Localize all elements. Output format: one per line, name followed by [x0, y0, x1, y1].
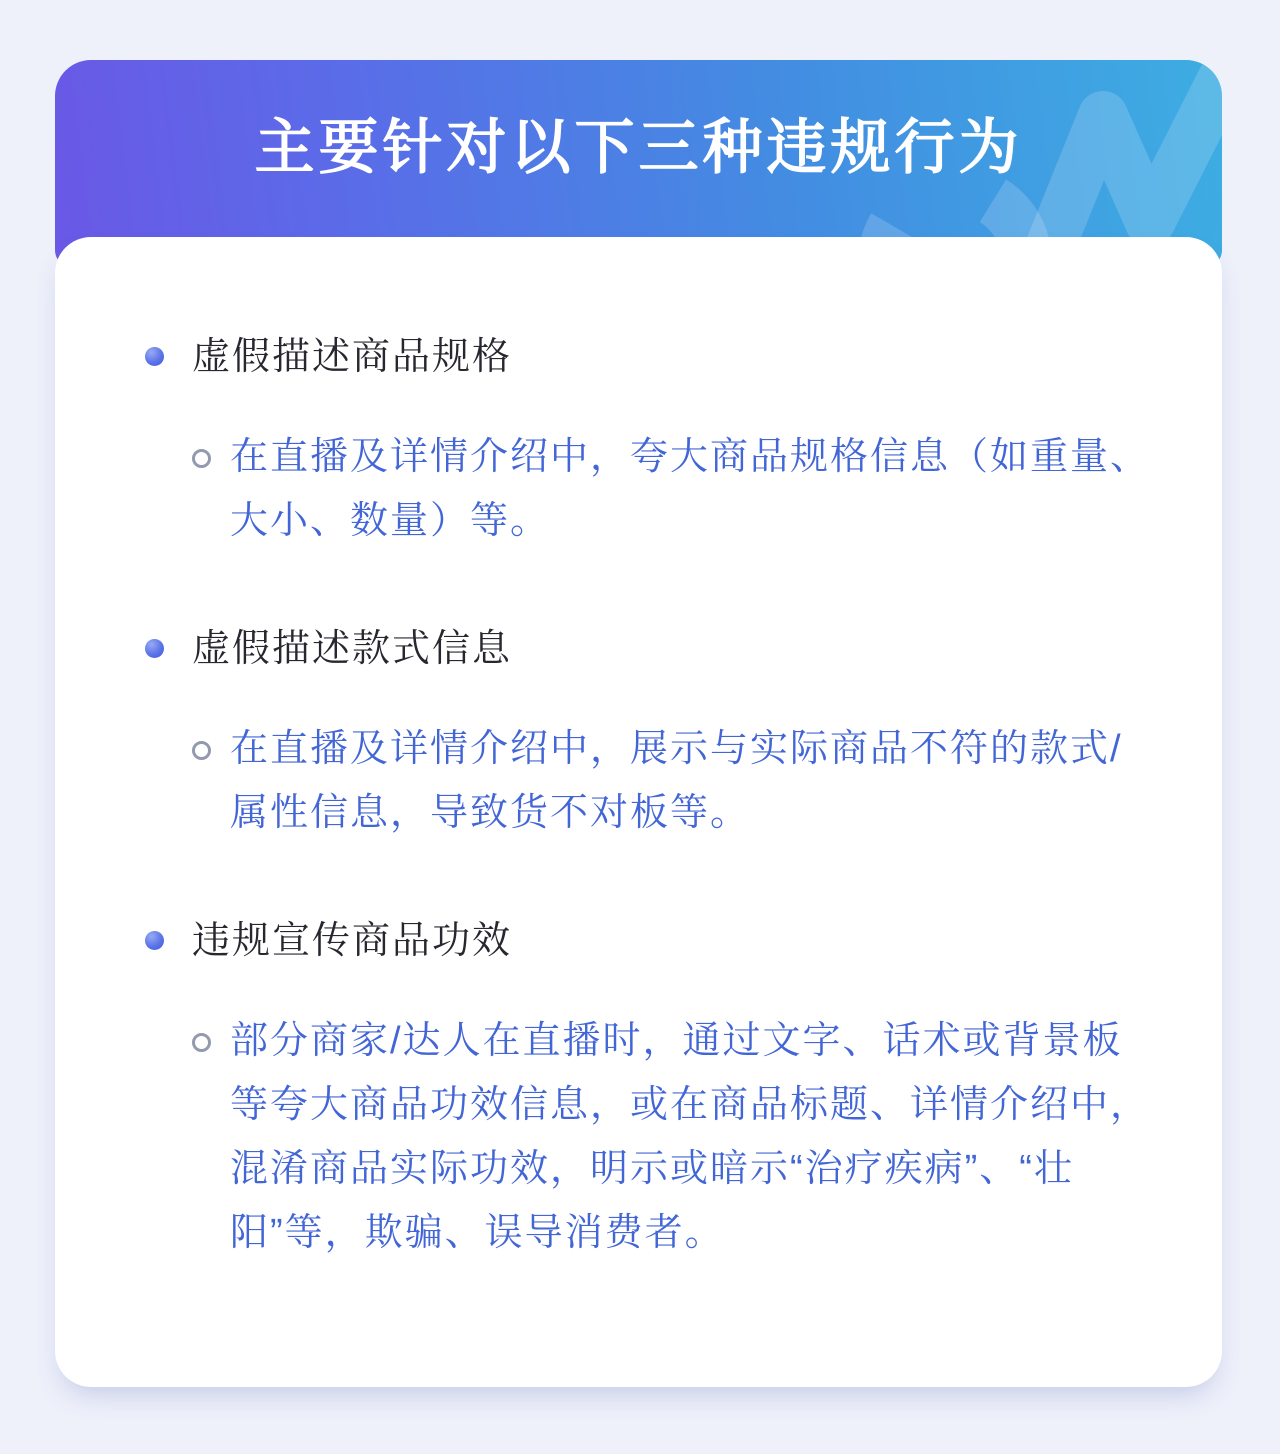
list-item-title-row: [145, 337, 1158, 377]
list-item-detail-row: [145, 425, 1158, 553]
list-item-detail: 在直播及详情介绍中，展示与实际商品不符的款式/属性信息，导致货不对板等。: [230, 728, 1123, 834]
list-item-title: 违规宣传商品功效: [192, 920, 513, 962]
list-item-title-row: [145, 921, 1158, 961]
bullet-ring-icon: [192, 1033, 211, 1052]
list-item-detail: 部分商家/达人在直播时，通过文字、话术或背景板等夸大商品功效信息，或在商品标题、详情介绍中，混淆商品实际功效，明示或暗示“治疗疾病”、“壮阳”等，欺骗、误导消费者。: [230, 1020, 1151, 1254]
bullet-dot-icon: [145, 639, 164, 658]
list-item-title-row: [145, 629, 1158, 669]
list-item-detail: 在直播及详情介绍中，夸大商品规格信息（如重量、大小、数量）等。: [230, 436, 1151, 542]
list-item-title: 虚假描述款式信息: [192, 628, 513, 670]
list-item-detail-row: [145, 717, 1158, 845]
bullet-ring-icon: [192, 449, 211, 468]
bullet-dot-icon: [145, 931, 164, 950]
banner-title: 主要针对以下三种违规行为: [254, 114, 1023, 181]
bullet-dot-icon: [145, 347, 164, 366]
list-item-detail-row: [145, 1009, 1158, 1265]
content-card: [55, 237, 1222, 1387]
bullet-ring-icon: [192, 741, 211, 760]
list-item-title: 虚假描述商品规格: [192, 336, 513, 378]
